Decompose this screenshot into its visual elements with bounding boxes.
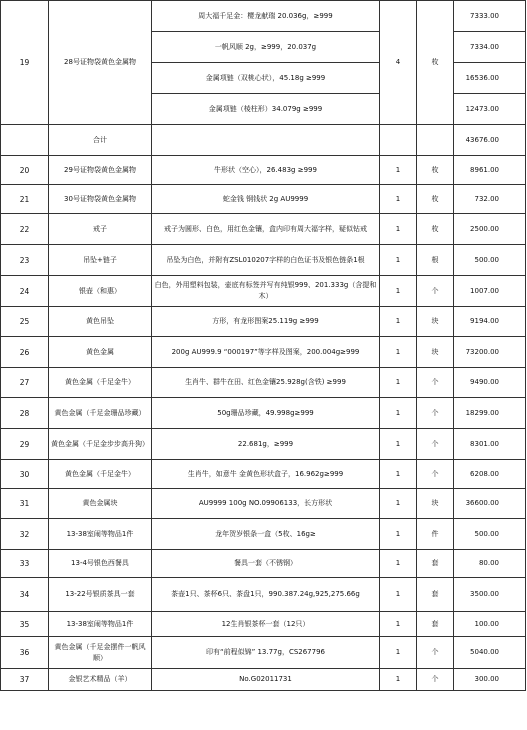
item-quantity: 1 [380, 337, 417, 368]
table-row [1, 307, 526, 337]
item-description: 金属项链（棱柱形）34.079g ≥999 [152, 94, 380, 125]
item-amount: 36600.00 [454, 489, 526, 519]
table-row [1, 612, 526, 637]
row-number: 36 [1, 637, 49, 669]
row-number: 22 [1, 214, 49, 245]
item-description: 生肖牛、群牛在田、红色金镶25.928g(含铁) ≥999 [152, 368, 380, 398]
item-quantity: 1 [380, 578, 417, 612]
item-amount: 8301.00 [454, 429, 526, 460]
item-unit: 枚 [417, 156, 454, 185]
item-description: 12生肖银茶杯一套（12只） [152, 612, 380, 637]
row-number: 33 [1, 550, 49, 578]
item-name: 黄色吊坠 [49, 307, 152, 337]
row-number: 20 [1, 156, 49, 185]
item-amount: 500.00 [454, 245, 526, 276]
item-name: 黄色金属块 [49, 489, 152, 519]
item-amount: 1007.00 [454, 276, 526, 307]
item-name: 13-38室闹等物品1件 [49, 612, 152, 637]
table-row [1, 489, 526, 519]
item-name: 黄色金属（千足金牛） [49, 368, 152, 398]
item-unit: 块 [417, 337, 454, 368]
item-description: 22.681g，≥999 [152, 429, 380, 460]
item-description: 周大福千足金：樱龙献瑞 20.036g，≥999 [152, 1, 380, 32]
item-name: 29号证物袋黄色金属物 [49, 156, 152, 185]
table-row [1, 669, 526, 691]
item-quantity: 1 [380, 669, 417, 691]
row-number: 30 [1, 460, 49, 489]
item-name: 28号证物袋黄色金属物 [49, 1, 152, 125]
item-amount: 500.00 [454, 519, 526, 550]
item-description: No.G02011731 [152, 669, 380, 691]
item-description: 白色，外用塑料包装，壶底有标签并写有纯银999、201.333g（含提和木） [152, 276, 380, 307]
item-name: 黄色金属（千足金牛） [49, 460, 152, 489]
item-quantity: 1 [380, 368, 417, 398]
item-unit: 根 [417, 245, 454, 276]
item-amount: 73200.00 [454, 337, 526, 368]
item-amount: 18299.00 [454, 398, 526, 429]
row-number: 24 [1, 276, 49, 307]
total-empty-cell [417, 125, 454, 156]
item-amount: 732.00 [454, 185, 526, 214]
item-amount: 80.00 [454, 550, 526, 578]
item-name: 黄色金属（千足金珊品珍藏） [49, 398, 152, 429]
total-empty-cell [380, 125, 417, 156]
item-quantity: 1 [380, 185, 417, 214]
item-description: 印有“前程似锦” 13.77g，CS267796 [152, 637, 380, 669]
table-row [1, 429, 526, 460]
item-name: 黄色金属 [49, 337, 152, 368]
item-quantity: 1 [380, 519, 417, 550]
item-description: 吊坠为白色，并附有ZSL010207字样的白色证书及银色链条1根 [152, 245, 380, 276]
table-row [1, 1, 526, 32]
item-description: 牛形状（空心），26.483g ≥999 [152, 156, 380, 185]
item-quantity: 1 [380, 398, 417, 429]
item-amount: 3500.00 [454, 578, 526, 612]
table-row [1, 245, 526, 276]
item-unit: 套 [417, 550, 454, 578]
item-unit: 套 [417, 578, 454, 612]
item-description: 50g珊品珍藏，49.998g≥999 [152, 398, 380, 429]
table-row [1, 519, 526, 550]
table-row [1, 398, 526, 429]
item-unit: 枚 [417, 1, 454, 125]
item-name: 30号证物袋黄色金属物 [49, 185, 152, 214]
item-name: 银壶（和惠） [49, 276, 152, 307]
item-amount: 100.00 [454, 612, 526, 637]
item-name: 13-38室闹等物品1件 [49, 519, 152, 550]
item-unit: 块 [417, 489, 454, 519]
table-row [1, 578, 526, 612]
table-row [1, 460, 526, 489]
item-quantity: 1 [380, 156, 417, 185]
item-description: 蛇金钱 钢钱状 2g AU9999 [152, 185, 380, 214]
item-amount: 7333.00 [454, 1, 526, 32]
item-unit: 件 [417, 519, 454, 550]
item-name: 戒子 [49, 214, 152, 245]
table-row [1, 337, 526, 368]
table-row [1, 156, 526, 185]
item-unit: 枚 [417, 214, 454, 245]
row-number: 27 [1, 368, 49, 398]
item-quantity: 1 [380, 214, 417, 245]
item-description: 一帆风顺 2g，≥999，20.037g [152, 32, 380, 63]
item-quantity: 1 [380, 245, 417, 276]
item-name: 13-22号银质茶具一套 [49, 578, 152, 612]
table-row [1, 368, 526, 398]
row-number: 34 [1, 578, 49, 612]
item-amount: 12473.00 [454, 94, 526, 125]
item-unit: 块 [417, 307, 454, 337]
item-quantity: 1 [380, 550, 417, 578]
item-name: 13-4号银色西餐具 [49, 550, 152, 578]
item-amount: 9194.00 [454, 307, 526, 337]
item-description: 茶壶1只、茶杯6只、茶盘1只，990.387.24g,925,275.66g [152, 578, 380, 612]
table-row [1, 637, 526, 669]
item-amount: 6208.00 [454, 460, 526, 489]
item-amount: 5040.00 [454, 637, 526, 669]
item-amount: 9490.00 [454, 368, 526, 398]
row-number: 29 [1, 429, 49, 460]
item-name: 金银艺术精品（羊） [49, 669, 152, 691]
row-number: 31 [1, 489, 49, 519]
item-quantity: 1 [380, 276, 417, 307]
row-number: 25 [1, 307, 49, 337]
row-number: 28 [1, 398, 49, 429]
total-number-cell [1, 125, 49, 156]
item-name: 吊坠+链子 [49, 245, 152, 276]
item-unit: 个 [417, 398, 454, 429]
item-description: AU9999 100g NO.09906133，长方形状 [152, 489, 380, 519]
item-name: 黄色金属（千足金步步高升狗） [49, 429, 152, 460]
item-description: 龙年贺岁银条一盒（5枚、16g≥ [152, 519, 380, 550]
item-quantity: 4 [380, 1, 417, 125]
item-amount: 7334.00 [454, 32, 526, 63]
table-row [1, 550, 526, 578]
total-amount: 43676.00 [454, 125, 526, 156]
item-name: 黄色金属（千足金摆件一帆风顺） [49, 637, 152, 669]
table-row [1, 214, 526, 245]
item-unit: 套 [417, 612, 454, 637]
item-quantity: 1 [380, 489, 417, 519]
row-number: 37 [1, 669, 49, 691]
item-unit: 枚 [417, 185, 454, 214]
total-empty-cell [152, 125, 380, 156]
row-number: 19 [1, 1, 49, 125]
item-unit: 个 [417, 368, 454, 398]
item-quantity: 1 [380, 637, 417, 669]
item-amount: 16536.00 [454, 63, 526, 94]
item-quantity: 1 [380, 307, 417, 337]
row-number: 21 [1, 185, 49, 214]
row-number: 23 [1, 245, 49, 276]
table-body [1, 1, 526, 691]
item-description: 200g AU999.9 “000197”等字样及图案，200.004g≥999 [152, 337, 380, 368]
item-quantity: 1 [380, 612, 417, 637]
item-description: 戒子为圆形、白色，用红色金镶，盒内印有周大福字样，疑似钻戒 [152, 214, 380, 245]
item-amount: 2500.00 [454, 214, 526, 245]
item-unit: 个 [417, 276, 454, 307]
item-unit: 个 [417, 637, 454, 669]
row-number: 32 [1, 519, 49, 550]
item-description: 方形，有龙形图案25.119g ≥999 [152, 307, 380, 337]
item-description: 生肖牛，如意牛 金黄色形状盒子，16.962g≥999 [152, 460, 380, 489]
item-unit: 个 [417, 429, 454, 460]
item-quantity: 1 [380, 460, 417, 489]
item-quantity: 1 [380, 429, 417, 460]
item-unit: 个 [417, 669, 454, 691]
row-number: 26 [1, 337, 49, 368]
total-label: 合计 [49, 125, 152, 156]
item-amount: 300.00 [454, 669, 526, 691]
total-row [1, 125, 526, 156]
table-row [1, 276, 526, 307]
row-number: 35 [1, 612, 49, 637]
table-row [1, 185, 526, 214]
item-description: 餐具一套（不锈钢） [152, 550, 380, 578]
item-unit: 个 [417, 460, 454, 489]
item-description: 金属项链（双桃心状），45.18g ≥999 [152, 63, 380, 94]
item-amount: 8961.00 [454, 156, 526, 185]
